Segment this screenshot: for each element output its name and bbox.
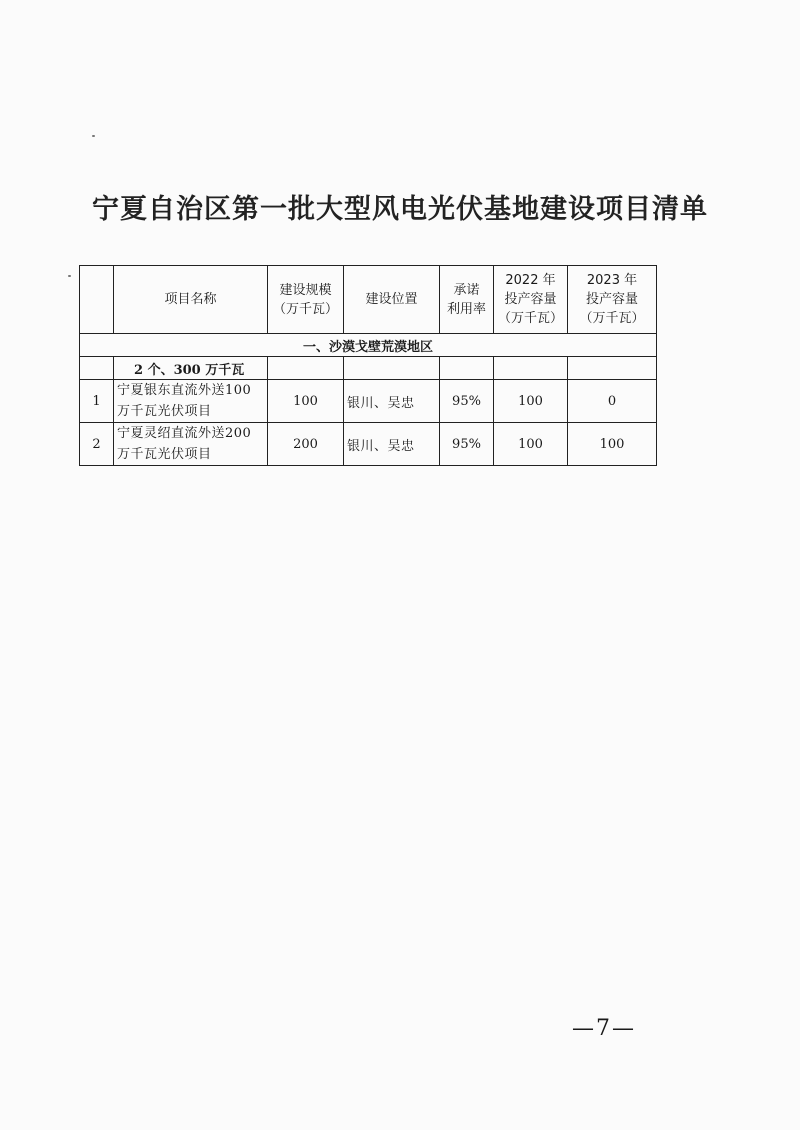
- row-project-name: 宁夏灵绍直流外送200万千瓦光伏项目: [114, 423, 268, 466]
- group-empty-cell: [440, 357, 494, 380]
- group-row: [80, 357, 657, 380]
- group-empty-cell: [80, 357, 114, 380]
- scan-speck: [68, 275, 71, 277]
- table-row: [80, 380, 657, 423]
- table-row: [80, 423, 657, 466]
- group-empty-cell: [268, 357, 344, 380]
- row-capacity-2023: 100: [568, 423, 657, 466]
- group-empty-cell: [494, 357, 568, 380]
- scan-speck: [92, 135, 95, 137]
- document-title: 宁夏自治区第一批大型风电光伏基地建设项目清单: [92, 194, 708, 225]
- section-row: [80, 334, 657, 357]
- group-empty-cell: [568, 357, 657, 380]
- header-project-name: 项目名称: [114, 266, 268, 334]
- row-scale: 100: [268, 380, 344, 423]
- row-index: 2: [80, 423, 114, 466]
- group-empty-cell: [344, 357, 440, 380]
- header-row: [80, 266, 657, 334]
- header-capacity-2022: 2022 年 投产容量 （万千瓦）: [494, 266, 568, 334]
- row-location: 银川、吴忠: [344, 380, 440, 423]
- header-utilization-rate: 承诺 利用率: [440, 266, 494, 334]
- header-scale: 建设规模 （万千瓦）: [268, 266, 344, 334]
- row-index: 1: [80, 380, 114, 423]
- row-utilization-rate: 95%: [440, 380, 494, 423]
- row-utilization-rate: 95%: [440, 423, 494, 466]
- row-capacity-2022: 100: [494, 380, 568, 423]
- project-table: [79, 265, 657, 466]
- row-scale: 200: [268, 423, 344, 466]
- row-capacity-2022: 100: [494, 423, 568, 466]
- row-project-name: 宁夏银东直流外送100万千瓦光伏项目: [114, 380, 268, 423]
- page-number: —7—: [572, 1016, 636, 1041]
- row-capacity-2023: 0: [568, 380, 657, 423]
- row-location: 银川、吴忠: [344, 423, 440, 466]
- header-index: [80, 266, 114, 334]
- section-label: 一、沙漠戈壁荒漠地区: [80, 334, 657, 357]
- header-location: 建设位置: [344, 266, 440, 334]
- header-capacity-2023: 2023 年 投产容量 （万千瓦）: [568, 266, 657, 334]
- group-label: 2 个、300 万千瓦: [114, 357, 268, 380]
